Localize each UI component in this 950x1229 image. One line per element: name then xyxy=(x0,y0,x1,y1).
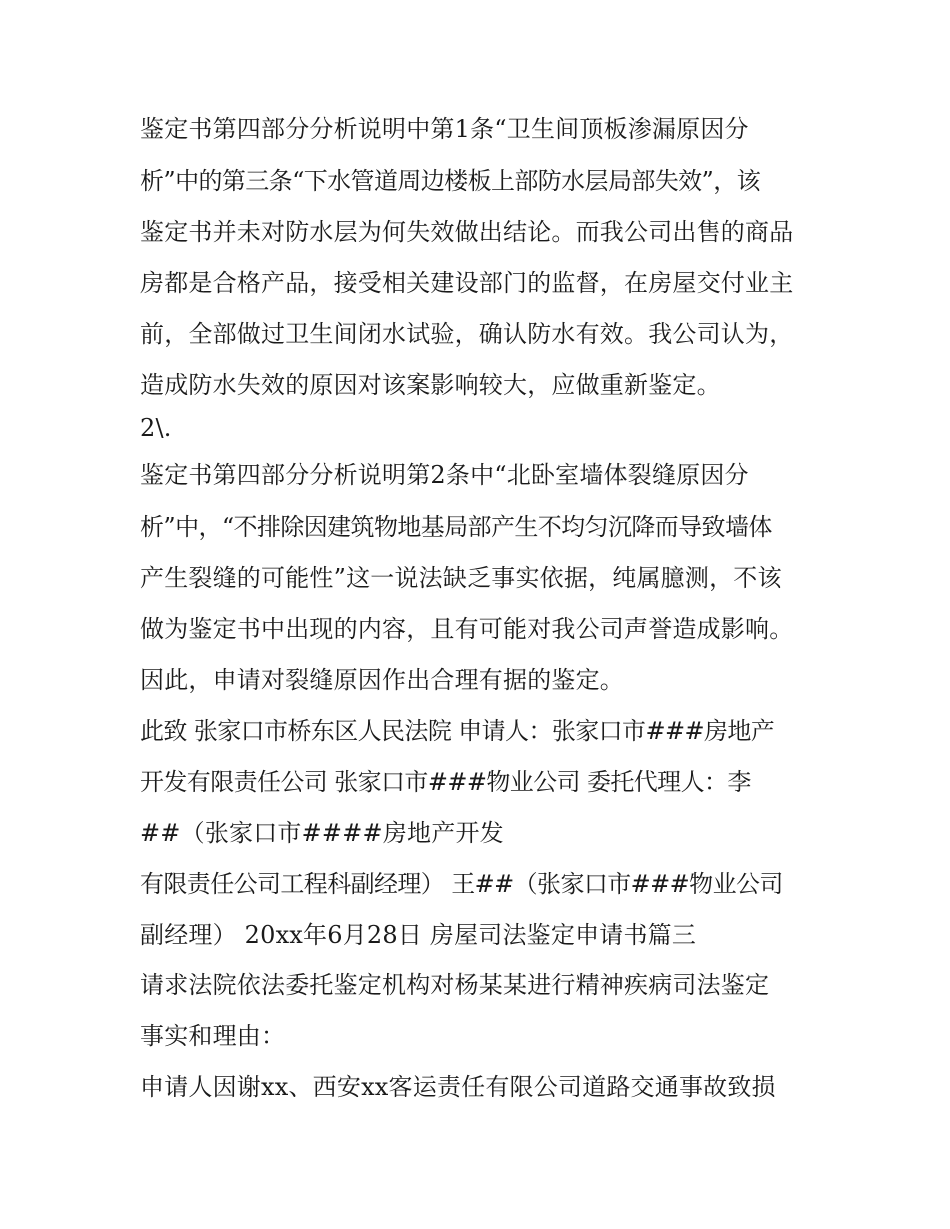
text-line: 请求法院依法委托鉴定机构对杨某某进行精神疾病司法鉴定 xyxy=(140,971,770,999)
text-line: 产生裂缝的可能性”这一说法缺乏事实依据，纯属臆测，不该 xyxy=(140,564,782,592)
list-number: 2\. xyxy=(140,414,172,442)
text-line: 事实和理由： xyxy=(140,1022,286,1050)
text-line: 房都是合格产品，接受相关建设部门的监督，在房屋交付业主 xyxy=(140,269,794,297)
text-line: 副经理） 20xx年6月28日 房屋司法鉴定申请书篇三 xyxy=(140,921,697,949)
text-line: ##（张家口市####房地产开发 xyxy=(140,819,504,847)
text-line: 因此，申请对裂缝原因作出合理有据的鉴定。 xyxy=(140,666,624,694)
text-line: 前，全部做过卫生间闭水试验，确认防水有效。我公司认为， xyxy=(140,320,794,348)
text-line: 做为鉴定书中出现的内容，且有可能对我公司声誉造成影响。 xyxy=(140,615,794,643)
text-line: 鉴定书第四部分分析说明第2条中“北卧室墙体裂缝原因分 xyxy=(140,461,749,489)
text-line: 开发有限责任公司 张家口市###物业公司 委托代理人：李 xyxy=(140,768,751,796)
text-line: 有限责任公司工程科副经理） 王##（张家口市###物业公司 xyxy=(140,870,783,898)
text-line: 析”中的第三条“下水管道周边楼板上部防水层局部失效”，该 xyxy=(140,167,761,195)
text-line: 此致 张家口市桥东区人民法院 申请人：张家口市###房地产 xyxy=(140,717,775,745)
text-line: 申请人因谢xx、西安xx客运责任有限公司道路交通事故致损 xyxy=(140,1073,776,1101)
text-line: 鉴定书第四部分分析说明中第1条“卫生间顶板渗漏原因分 xyxy=(140,115,749,143)
text-line: 造成防水失效的原因对该案影响较大，应做重新鉴定。 xyxy=(140,371,721,399)
text-line: 鉴定书并未对防水层为何失效做出结论。而我公司出售的商品 xyxy=(140,218,794,246)
text-line: 析”中，“不排除因建筑物地基局部产生不均匀沉降而导致墙体 xyxy=(140,513,772,541)
